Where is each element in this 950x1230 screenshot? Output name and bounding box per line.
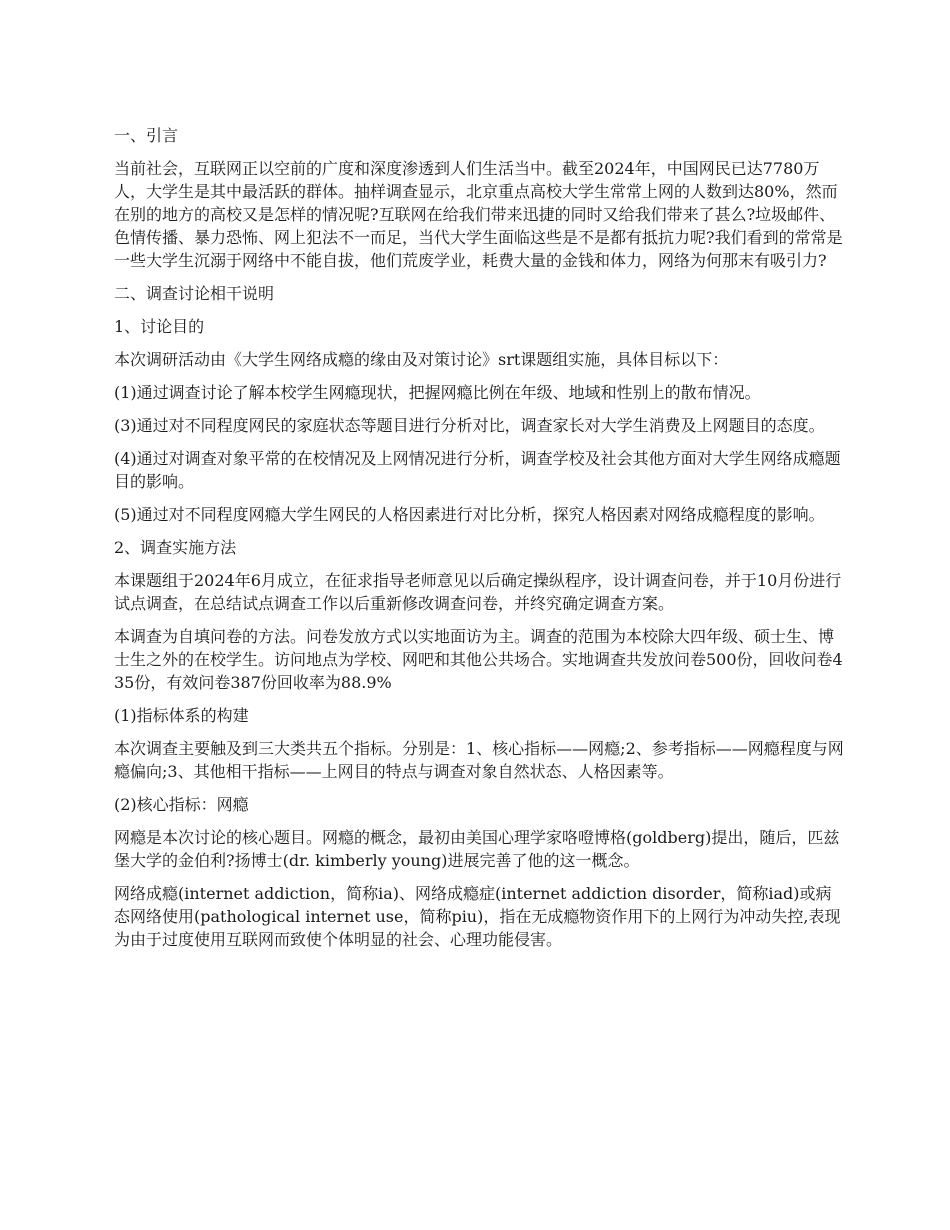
list-item-goal-3: (3)通过对不同程度网民的家庭状态等题目进行分析对比，调查家长对大学生消费及上网题目的态度。 <box>114 416 825 435</box>
subheading-method: 2、调查实施方法 <box>114 538 237 557</box>
paragraph-core-indicator: 网瘾是本次讨论的核心题目。网瘾的概念，最初由美国心理学家咯噔博格(goldberg)提出，随后，匹兹堡大学的金伯利?扬博士(dr. kimberly young)进展完善了他的这一概念。 <box>114 828 840 870</box>
list-item-goal-1: (1)通过调查讨论了解本校学生网瘾现状，把握网瘾比例在年级、地域和性别上的散布情况。 <box>114 383 761 402</box>
paragraph-purpose: 本次调研活动由《大学生网络成瘾的缘由及对策讨论》srt课题组实施，具体目标以下： <box>114 350 729 369</box>
section-heading-intro: 一、引言 <box>114 126 179 145</box>
paragraph-method-1: 本课题组于2024年6月成立，在征求指导老师意见以后确定操纵程序，设计调查问卷，并于10月份进行试点调查，在总结试点调查工作以后重新修改调查问卷，并终究确定调查方案。 <box>114 571 842 613</box>
document-body <box>114 124 844 961</box>
paragraph-intro: 当前社会，互联网正以空前的广度和深度渗透到人们生活当中。截至2024年，中国网民已达7780万人，大学生是其中最活跃的群体。抽样调查显示，北京重点高校大学生常常上网的人数到达80%，然而在别的地方的高校又是怎样的情况呢?互联网在给我们带来迅捷的同时又给我们带来了甚么?垃圾邮件、色情传播、暴力恐怖、网上犯法不一而足，当代大学生面临这些是不是都有抵抗力呢?我们看到的常常是一些大学生沉溺于网络中不能自拔，他们荒废学业，耗费大量的金钱和体力，网络为何那末有吸引力? <box>114 159 843 270</box>
list-item-goal-4: (4)通过对调查对象平常的在校情况及上网情况进行分析，调查学校及社会其他方面对大学生网络成瘾题目的影响。 <box>114 449 841 491</box>
subheading-core-indicator: (2)核心指标：网瘾 <box>114 795 249 814</box>
paragraph-definition: 网络成瘾(internet addiction，简称ia)、网络成瘾症(internet addiction disorder，简称iad)或病态网络使用(pathological internet use，简称piu)，指在无成瘾物资作用下的上网行为冲动失控,表现为由于过度使用互联网而致使个体明显的社会、心理功能侵害。 <box>114 884 841 949</box>
subheading-indicators: (1)指标体系的构建 <box>114 706 249 725</box>
paragraph-method-2: 本调查为自填问卷的方法。问卷发放方式以实地面访为主。调查的范围为本校除大四年级、硕士生、博士生之外的在校学生。访问地点为学校、网吧和其他公共场合。实地调查共发放问卷500份，回收问卷435份，有效问卷387份回收率为88.9% <box>114 627 843 692</box>
subheading-purpose: 1、讨论目的 <box>114 317 205 336</box>
list-item-goal-5: (5)通过对不同程度网瘾大学生网民的人格因素进行对比分析，探究人格因素对网络成瘾程度的影响。 <box>114 505 825 524</box>
paragraph-indicators: 本次调查主要触及到三大类共五个指标。分别是：1、核心指标——网瘾;2、参考指标——网瘾程度与网瘾偏向;3、其他相干指标——上网目的特点与调查对象自然状态、人格因素等。 <box>114 739 844 781</box>
section-heading-survey: 二、调查讨论相干说明 <box>114 284 275 303</box>
